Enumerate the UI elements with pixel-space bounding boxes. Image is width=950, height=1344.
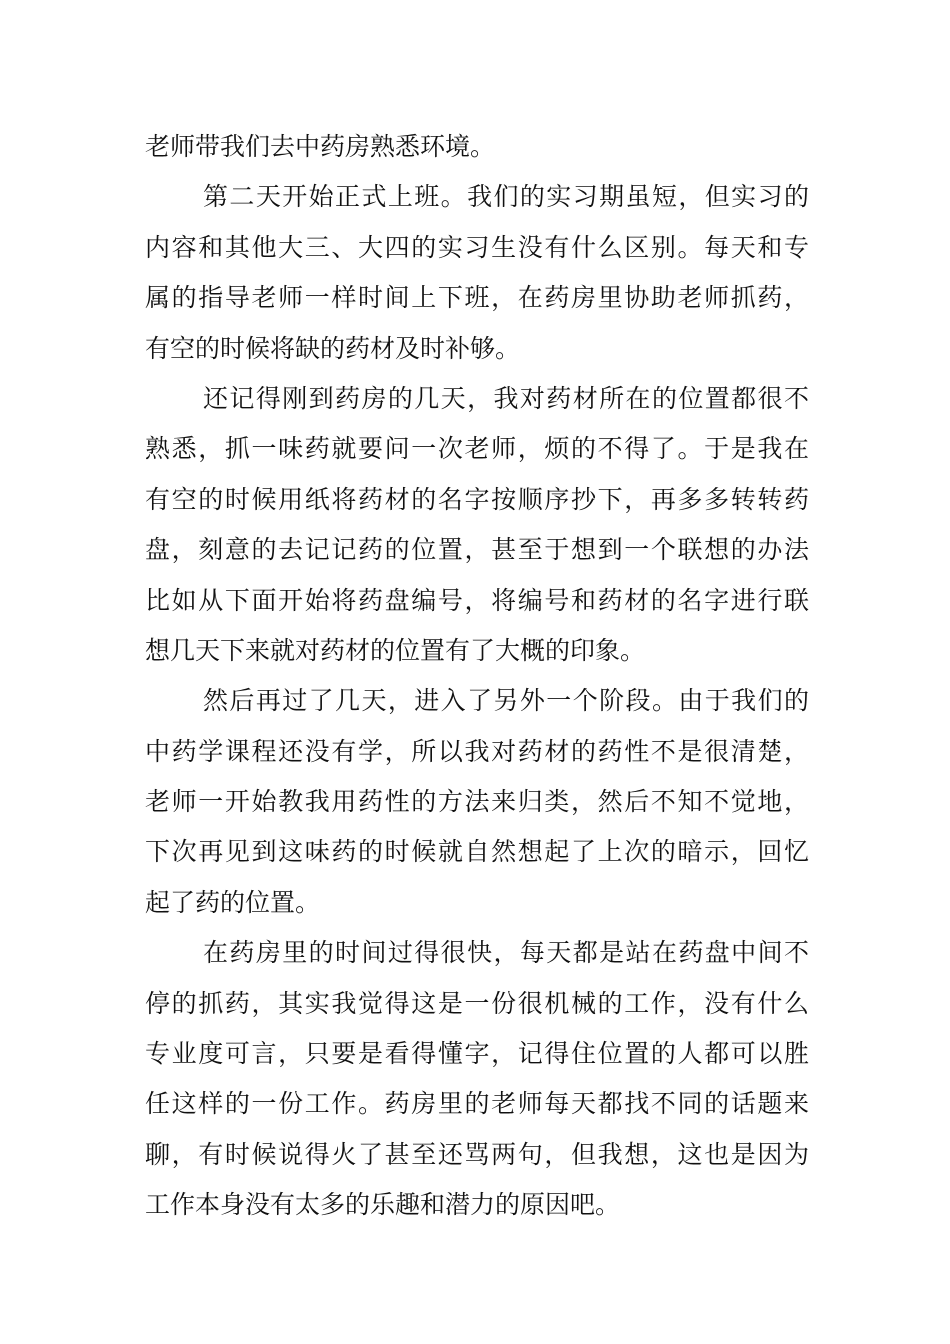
text-line: 下次再见到这味药的时候就自然想起了上次的暗示，回忆	[145, 837, 809, 867]
text-line: 在药房里的时间过得很快，每天都是站在药盘中间不	[203, 938, 809, 968]
text-line: 有空的时候将缺的药材及时补够。	[145, 333, 521, 363]
paragraph	[145, 676, 809, 928]
text-line: 内容和其他大三、大四的实习生没有什么区别。每天和专	[145, 232, 809, 262]
text-line: 任这样的一份工作。药房里的老师每天都找不同的话题来	[145, 1089, 809, 1119]
text-line: 工作本身没有太多的乐趣和潜力的原因吧。	[145, 1190, 621, 1220]
text-line: 第二天开始正式上班。我们的实习期虽短，但实习的	[203, 182, 809, 212]
text-line: 想几天下来就对药材的位置有了大概的印象。	[145, 635, 646, 665]
text-line: 然后再过了几天，进入了另外一个阶段。由于我们的	[203, 686, 809, 716]
text-line: 属的指导老师一样时间上下班，在药房里协助老师抓药，	[145, 283, 809, 313]
text-line: 专业度可言，只要是看得懂字，记得住位置的人都可以胜	[145, 1039, 809, 1069]
text-line: 老师一开始教我用药性的方法来归类，然后不知不觉地，	[145, 787, 809, 817]
text-line: 老师带我们去中药房熟悉环境。	[145, 132, 496, 161]
body-text	[145, 122, 809, 1231]
text-line: 盘，刻意的去记记药的位置，甚至于想到一个联想的办法	[145, 535, 809, 565]
paragraph	[145, 172, 809, 374]
text-line: 中药学课程还没有学，所以我对药材的药性不是很清楚，	[145, 736, 809, 766]
text-line: 有空的时候用纸将药材的名字按顺序抄下，再多多转转药	[145, 484, 809, 514]
paragraph	[145, 374, 809, 676]
text-line: 停的抓药，其实我觉得这是一份很机械的工作，没有什么	[145, 988, 809, 1018]
paragraph	[145, 122, 809, 172]
text-line: 起了药的位置。	[145, 887, 321, 917]
text-line: 聊，有时候说得火了甚至还骂两句，但我想，这也是因为	[145, 1139, 809, 1169]
text-line: 还记得刚到药房的几天，我对药材所在的位置都很不	[203, 383, 809, 413]
text-line: 比如从下面开始将药盘编号，将编号和药材的名字进行联	[145, 585, 809, 615]
text-line: 熟悉，抓一味药就要问一次老师，烦的不得了。于是我在	[145, 434, 809, 464]
paragraph	[145, 928, 809, 1230]
